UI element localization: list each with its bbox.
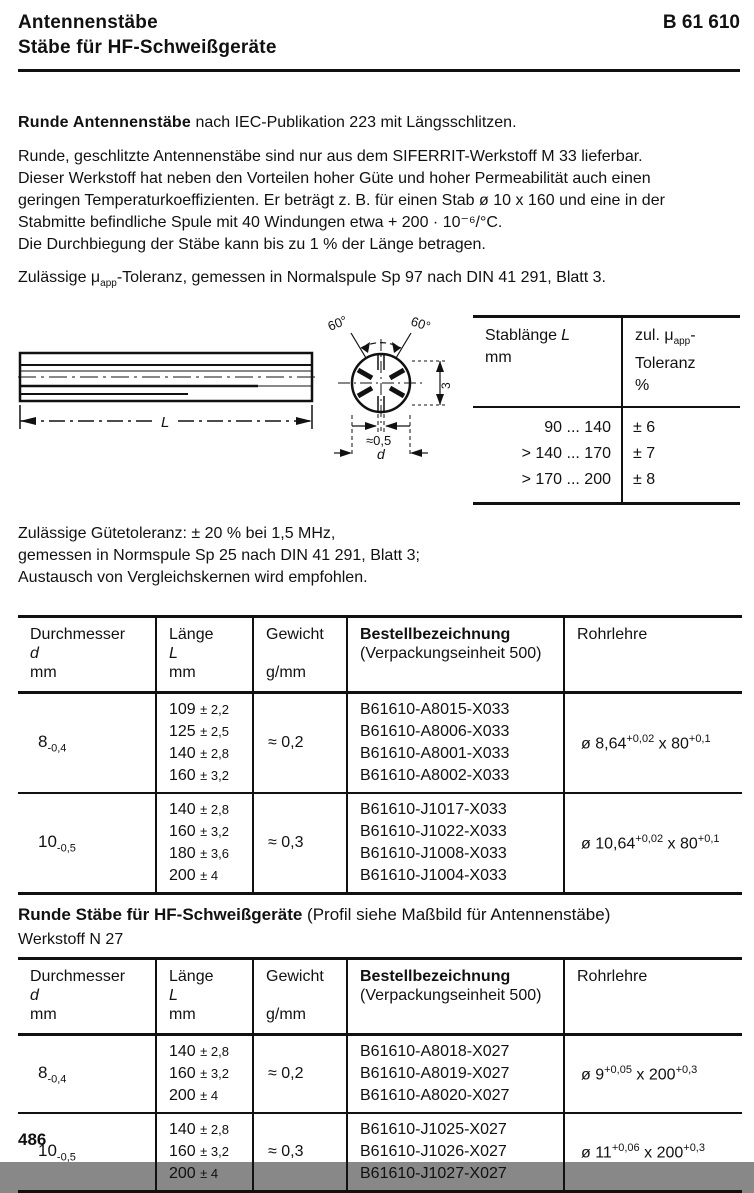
quality-note: [18, 523, 740, 589]
gauge-cell: ø $11^{+0,06}$ x $200^{+0,3}$: [564, 1113, 742, 1192]
col-rohrlehre: Rohrlehre: [564, 959, 742, 1035]
spec-col2-unit: %: [635, 377, 650, 395]
intro-body-line: Stabmitte befindliche Spule mit 40 Windungen etwa + 200 · 10⁻⁶/°C.: [18, 214, 503, 231]
col-bestellbezeichnung: Bestellbezeichnung (Verpackungseinheit 500): [347, 617, 564, 693]
order-number-cell: [347, 693, 564, 794]
length-range: > 170 ... 200: [521, 471, 611, 489]
col-durchmesser: Durchmesser d mm: [18, 959, 156, 1035]
spec-col1-unit: mm: [485, 349, 512, 367]
order-number: B61610-J1004-X033: [360, 867, 507, 885]
diameter-cell: $8_{-0,4}$: [38, 732, 67, 755]
table-row: [473, 407, 740, 441]
spec-col-toleranz: [622, 317, 740, 408]
table-row: [18, 693, 742, 794]
order-number: B61610-J1017-X033: [360, 801, 507, 819]
order-number-cell: [347, 793, 564, 894]
table-row: [473, 441, 740, 467]
header-rule: [18, 69, 740, 72]
length-cell: 140 ± 2,8 160 ± 3,2 180 ± 3,6 200 ± 4: [156, 793, 253, 894]
weight-cell: ≈ 0,3: [253, 793, 347, 894]
order-number: B61610-A8018-X027: [360, 1043, 510, 1061]
spec-col1-var: L: [561, 327, 570, 345]
tolerance-value: ± 6: [622, 407, 740, 441]
tolerance-spec-table: [473, 315, 740, 505]
section-heading-hf: [18, 905, 740, 925]
order-table-antennenstaebe: [18, 615, 742, 895]
section-heading-rest: (Profil siehe Maßbild für Antennenstäbe): [302, 905, 611, 925]
intro-lead: [18, 112, 740, 134]
intro-body-line: geringen Temperaturkoeffizienten. Er beträgt z. B. für einen Stab ø 10 x 160 und eine in der: [18, 192, 665, 209]
order-number: B61610-A8006-X033: [360, 723, 510, 741]
col-rohrlehre: Rohrlehre: [564, 617, 742, 693]
intro-body-line: Die Durchbiegung der Stäbe kann bis zu 1 % der Länge betragen.: [18, 236, 486, 253]
doc-number: B 61 610: [662, 12, 740, 33]
order-number: B61610-J1022-X033: [360, 823, 507, 841]
intro-lead-rest: nach IEC-Publikation 223 mit Längsschlitzen.: [191, 114, 517, 131]
order-number-cell: [347, 1113, 564, 1192]
page-number: 486: [18, 1130, 47, 1149]
tolerance-note-prefix: Zulässige μ: [18, 269, 101, 286]
rod-cross-section: [326, 313, 453, 462]
slot: [358, 370, 372, 378]
diameter-cell: $8_{-0,4}$: [38, 1063, 67, 1086]
table-row: [18, 793, 742, 894]
spec-col2-suffix: -Toleranz: [635, 327, 696, 373]
diameter-cell: $10_{-0,5}$: [18, 1113, 156, 1192]
length-range: > 140 ... 170: [521, 445, 611, 463]
table-row: [18, 1113, 742, 1192]
quality-note-line: Austausch von Vergleichskernen wird empfohlen.: [18, 569, 368, 587]
rod-side-view: [18, 353, 320, 431]
table-row: [473, 467, 740, 504]
gauge-cell: ø $8,64^{+0,02}$ x $80^{+0,1}$: [564, 693, 742, 794]
length-cell: 140 ± 2,8 160 ± 3,2 200 ± 4: [156, 1035, 253, 1114]
col-durchmesser: Durchmesser d mm: [18, 617, 156, 693]
col-laenge: Länge L mm: [156, 617, 253, 693]
tolerance-value: ± 8: [622, 467, 740, 504]
intro-body-line: Dieser Werkstoff hat neben den Vorteilen hoher Güte und hoher Permeabilität auch einen: [18, 170, 651, 187]
order-number: B61610-A8020-X027: [360, 1087, 510, 1105]
slot: [390, 370, 404, 378]
table-header-row: [18, 959, 742, 1035]
spec-col-stablaenge: [473, 317, 622, 408]
title-line-1: Antennenstäbe: [18, 12, 158, 33]
angle-label-left: 60°: [325, 312, 350, 334]
order-number: B61610-A8015-X033: [360, 701, 510, 719]
quality-note-line: gemessen in Normspule Sp 25 nach DIN 41 291, Blatt 3;: [18, 547, 420, 565]
order-number: B61610-A8001-X033: [360, 745, 510, 763]
intro-lead-bold: Runde Antennenstäbe: [18, 114, 191, 131]
weight-cell: ≈ 0,2: [253, 1035, 347, 1114]
col-gewicht: Gewicht g/mm: [253, 959, 347, 1035]
slot: [358, 388, 372, 396]
col-bestellbezeichnung: Bestellbezeichnung (Verpackungseinheit 500): [347, 959, 564, 1035]
masthead: [18, 10, 740, 60]
slot: [390, 388, 404, 396]
tolerance-note-suffix: -Toleranz, gemessen in Normalspule Sp 97 nach DIN 41 291, Blatt 3.: [116, 269, 606, 286]
col-laenge: Länge L mm: [156, 959, 253, 1035]
spec-col1-title: Stablänge: [485, 327, 558, 345]
rod-technical-drawing: [18, 312, 473, 467]
quality-note-line: Zulässige Gütetoleranz: ± 20 % bei 1,5 MHz,: [18, 525, 336, 543]
spec-col2-sub: app: [673, 336, 691, 348]
gauge-cell: ø $9^{+0,05}$ x $200^{+0,3}$: [564, 1035, 742, 1114]
material-note: Werkstoff N 27: [18, 931, 124, 949]
order-number: B61610-J1008-X033: [360, 845, 507, 863]
title-line-2: Stäbe für HF-Schweißgeräte: [18, 37, 277, 58]
angle-label-right: 60°: [409, 313, 433, 335]
mu-app-subscript: app: [100, 278, 117, 290]
page-title: [18, 10, 277, 60]
length-cell: 109 ± 2,2 125 ± 2,5 140 ± 2,8 160 ± 3,2: [156, 693, 253, 794]
rod-length-label: L: [161, 414, 170, 432]
diameter-label: d: [377, 446, 385, 463]
order-number: B61610-A8002-X033: [360, 767, 510, 785]
dimension-arrow-right: [296, 417, 312, 425]
length-cell: 140 ± 2,8 160 ± 3,2 200 ± 4: [156, 1113, 253, 1192]
length-range: 90 ... 140: [544, 419, 611, 437]
slot-width-label: ≈0,5: [366, 433, 392, 449]
section-heading-bold: Runde Stäbe für HF-Schweißgeräte: [18, 905, 303, 925]
diameter-cell: $10_{-0,5}$: [18, 793, 156, 894]
table-header-row: [473, 317, 740, 408]
gauge-cell: ø $10,64^{+0,02}$ x $80^{+0,1}$: [564, 793, 742, 894]
weight-cell: ≈ 0,3: [253, 1113, 347, 1192]
col-gewicht: Gewicht g/mm: [253, 617, 347, 693]
order-number: B61610-J1025-X027: [360, 1121, 507, 1139]
weight-cell: ≈ 0,2: [253, 693, 347, 794]
order-number-cell: [347, 1035, 564, 1114]
tolerance-value: ± 7: [622, 441, 740, 467]
figure-row: [18, 312, 740, 505]
tolerance-note: [18, 269, 740, 289]
spec-col2-prefix: zul. μ: [635, 327, 674, 345]
order-number: B61610-J1026-X027: [360, 1143, 507, 1161]
table-header-row: [18, 617, 742, 693]
order-number: B61610-A8019-X027: [360, 1065, 510, 1083]
table-row: [18, 1035, 742, 1114]
intro-body: [18, 146, 740, 256]
intro-body-line: Runde, geschlitzte Antennenstäbe sind nur aus dem SIFERRIT-Werkstoff M 33 lieferbar.: [18, 148, 643, 165]
slot-depth-label: 3: [439, 382, 453, 390]
dimension-arrow-left: [20, 417, 36, 425]
order-number: B61610-J1027-X027: [360, 1165, 507, 1183]
order-table-hf-schweissgeraete: [18, 957, 742, 1193]
